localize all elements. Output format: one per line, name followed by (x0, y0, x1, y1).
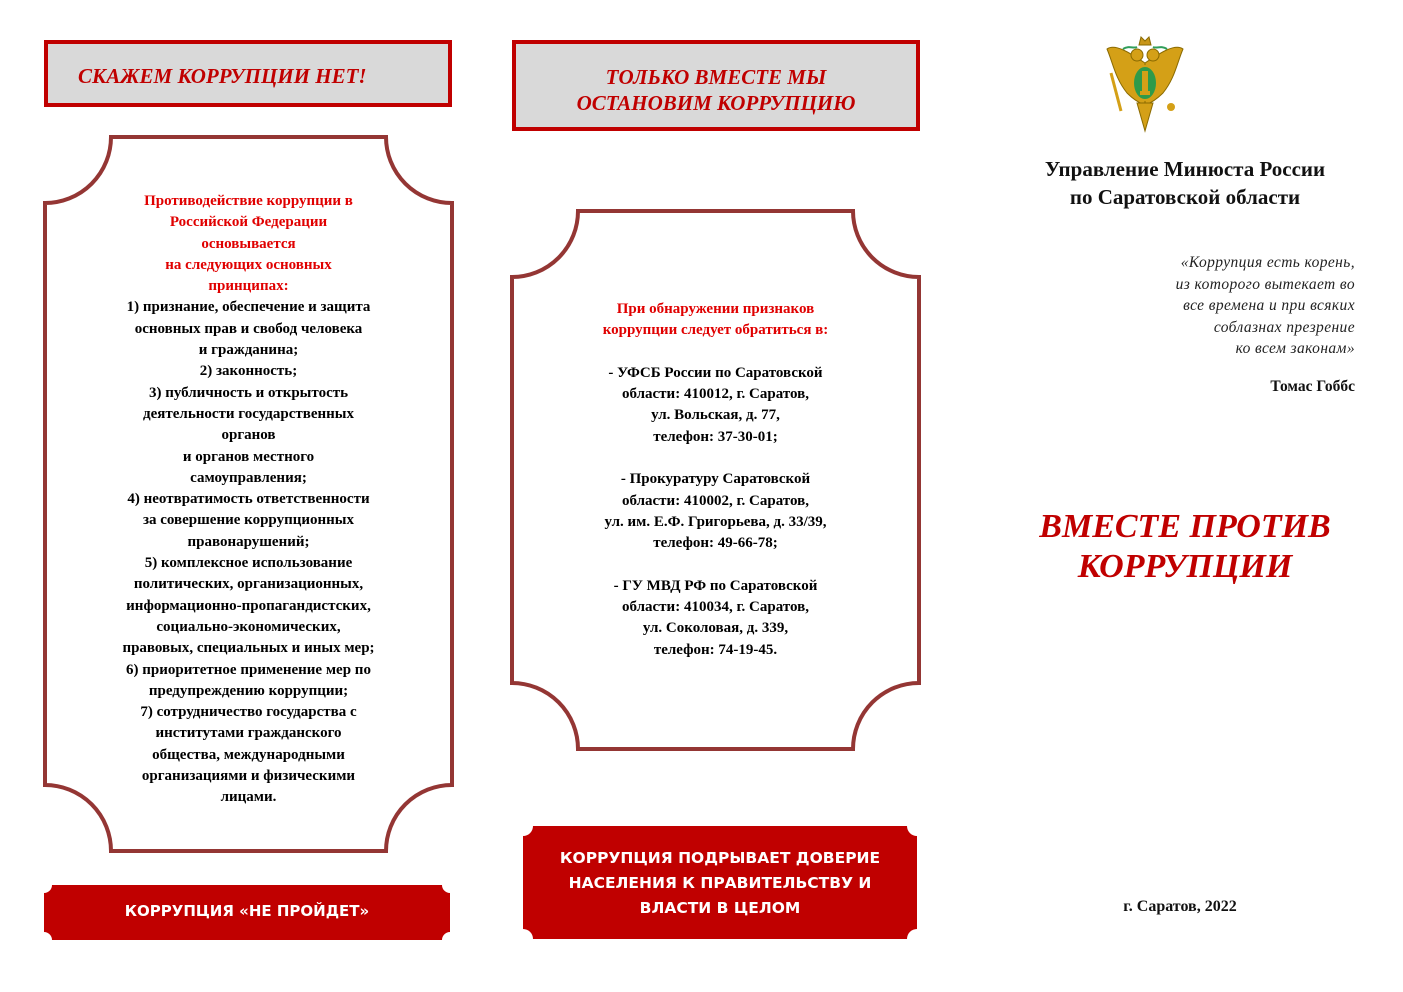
principle-line: 3) публичность и открытость (148, 384, 349, 401)
principle-line: общества, международными (152, 746, 345, 763)
contacts-text (550, 299, 881, 661)
quote-line: ко всем законам» (1235, 340, 1355, 357)
principles-heading (83, 191, 414, 297)
ministry-emblem-icon (1105, 33, 1185, 133)
tag-corruption-shall-not-pass (44, 885, 450, 940)
tag-label (523, 846, 917, 921)
principle-line: лицами. (220, 789, 277, 806)
principle-line: правонарушений; (187, 533, 310, 550)
tag-label: КОРРУПЦИЯ «НЕ ПРОЙДЕТ» (124, 902, 370, 920)
contacts-plaque (510, 209, 921, 751)
banner-line-2: ОСТАНОВИМ КОРРУПЦИЮ (576, 91, 856, 115)
contact-line: области: 410002, г. Саратов, (621, 492, 809, 509)
contact-line: ул. Вольская, д. 77, (651, 407, 780, 424)
principle-line: организациями и физическими (141, 768, 356, 785)
heading-line: принципах: (208, 278, 289, 295)
principle-line: самоуправления; (190, 469, 307, 486)
principle-line: 2) законность; (199, 363, 298, 380)
contact-line: телефон: 37-30-01; (653, 428, 778, 445)
contact-line: области: 410034, г. Саратов, (621, 599, 809, 616)
tag-line-2: НАСЕЛЕНИЯ К ПРАВИТЕЛЬСТВУ И (568, 874, 872, 892)
tag-corruption-undermines-trust (523, 826, 917, 939)
banner-say-no-to-corruption (44, 40, 452, 107)
contact-line: - УФСБ России по Саратовской (608, 364, 823, 381)
principle-line: 7) сотрудничество государства с (140, 704, 357, 721)
principle-line: 5) комплексное использование (144, 555, 353, 572)
spacer (550, 342, 881, 363)
spacer (550, 555, 881, 576)
principle-line: органов (221, 427, 276, 444)
contact-line: - ГУ МВД РФ по Саратовской (613, 577, 818, 594)
contact-entry (550, 576, 881, 661)
principles-text (83, 191, 414, 809)
principle-line: институтами гражданского (155, 725, 342, 742)
heading-line: коррупции следует обратиться в: (602, 322, 829, 339)
contact-line: - Прокуратуру Саратовской (620, 471, 811, 488)
brochure-title (1000, 507, 1370, 587)
quote-line: из которого вытекает во (1175, 275, 1355, 293)
principle-line: 1) признание, обеспечение и защита (126, 299, 371, 316)
principle-line: и органов местного (182, 448, 315, 465)
principle-line: основных прав и свобод человека (134, 320, 363, 337)
principle-line: предупреждению коррупции; (148, 682, 349, 699)
title-line-1: ВМЕСТЕ ПРОТИВ (1039, 508, 1331, 545)
org-line-1: Управление Минюста России (1044, 157, 1326, 181)
city-year: г. Саратов, 2022 (1123, 898, 1237, 915)
contact-entry (550, 469, 881, 554)
principle-line: правовых, специальных и иных мер; (122, 640, 375, 657)
principle-line: и гражданина; (198, 342, 299, 359)
principle-line: информационно-пропагандистских, (126, 597, 371, 614)
principle-line: 6) приоритетное применение мер по (126, 661, 371, 678)
contacts-heading (550, 299, 881, 342)
banner-line-1: ТОЛЬКО ВМЕСТЕ МЫ (605, 65, 827, 89)
organization-name (1000, 155, 1370, 211)
principle-line: деятельности государственных (143, 405, 354, 422)
contacts-list (550, 342, 881, 661)
hobbes-quote (1080, 252, 1355, 360)
contact-line: телефон: 74-19-45. (653, 641, 778, 658)
heading-line: основывается (201, 235, 296, 252)
principles-list (83, 297, 414, 808)
banner-text: СКАЖЕМ КОРРУПЦИИ НЕТ! (78, 64, 367, 88)
heading-line: на следующих основных (165, 256, 332, 273)
tag-line-1: КОРРУПЦИЯ ПОДРЫВАЕТ ДОВЕРИЕ (559, 849, 881, 867)
principles-plaque (43, 135, 454, 853)
org-line-2: по Саратовской области (1069, 185, 1301, 209)
contact-line: телефон: 49-66-78; (653, 535, 778, 552)
spacer (550, 448, 881, 469)
banner-only-together (512, 40, 920, 131)
principle-line: за совершение коррупционных (142, 512, 355, 529)
title-line-2: КОРРУПЦИИ (1077, 548, 1293, 585)
quote-author: Томас Гоббс (1270, 378, 1355, 395)
heading-line: Противодействие коррупции в (144, 193, 353, 209)
heading-line: Российской Федерации (169, 214, 328, 231)
contact-line: ул. им. Е.Ф. Григорьева, д. 33/39, (604, 513, 827, 530)
principle-line: 4) неотвратимость ответственности (127, 491, 370, 508)
quote-line: «Коррупция есть корень, (1180, 254, 1355, 271)
contact-line: ул. Соколовая, д. 339, (642, 620, 789, 637)
contact-line: области: 410012, г. Саратов, (621, 386, 809, 403)
quote-line: соблазнах презрение (1213, 318, 1355, 336)
contact-entry (550, 363, 881, 448)
tag-line-3: ВЛАСТИ В ЦЕЛОМ (639, 899, 801, 917)
quote-line: все времена и при всяких (1183, 297, 1355, 314)
heading-line: При обнаружении признаков (616, 301, 815, 317)
principle-line: политических, организационных, (133, 576, 364, 593)
principle-line: социально-экономических, (156, 618, 341, 635)
